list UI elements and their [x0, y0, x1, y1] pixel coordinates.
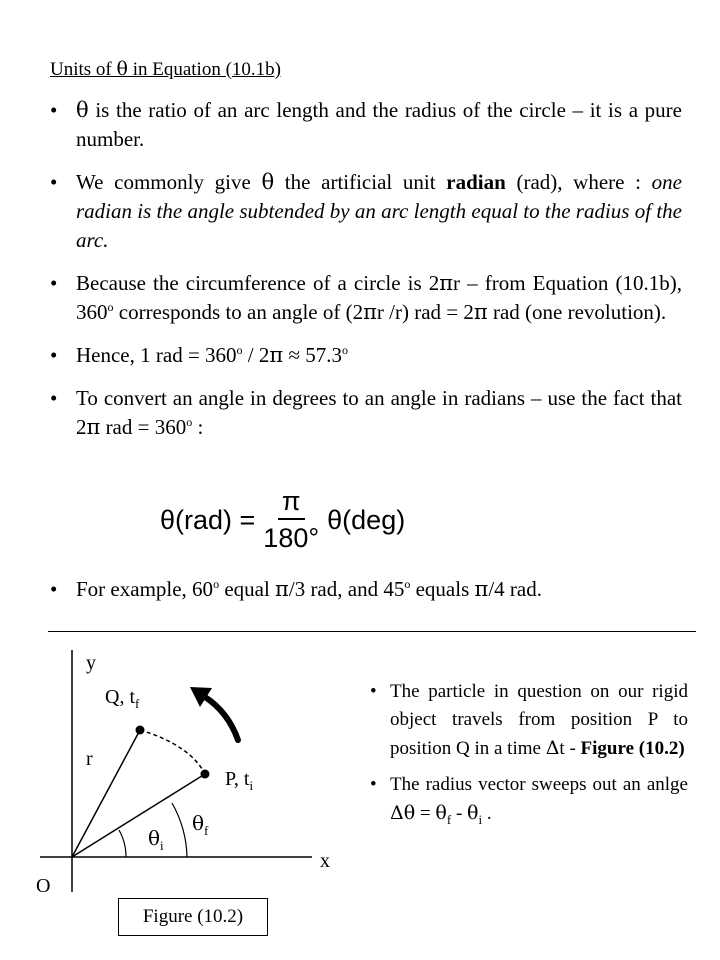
formula-denominator: 180°: [263, 523, 320, 553]
bullet-convert: • To convert an angle in degrees to an angle in radians – use the fact that 2π rad = $360^o$ :: [50, 384, 682, 442]
formula-numerator: π: [278, 486, 305, 520]
p-label: P, $t_i$: [225, 768, 254, 793]
y-axis-label: y: [86, 652, 96, 674]
point-p: [201, 770, 210, 779]
rotation-arrow-icon: [205, 697, 238, 740]
theta-f-arc: [172, 803, 187, 857]
theta-i-arc: [119, 830, 126, 857]
x-axis-label: x: [320, 850, 330, 872]
bullet-rad-degrees: • Hence, 1 rad = $360^o / 2\pi \approx 57.3^o$: [50, 341, 682, 370]
figure-caption: Figure (10.2): [118, 898, 268, 936]
radius-line-p: [72, 774, 205, 857]
origin-label: O: [36, 875, 51, 897]
q-label: Q, $t_f$: [105, 686, 140, 711]
bullet-radian-definition: • We commonly give θ the artificial unit radian (rad), where : one radian is the angle subtended by an arc length equal to the radius of the arc.: [50, 168, 682, 255]
side-bullet-travel: • The particle in question on our rigid object travels from position P to position Q in a time Δt - Figure (10.2): [370, 678, 688, 763]
theta-i-label: $\theta_i$: [148, 826, 164, 853]
section-title: Units of θ in Equation (10.1b): [50, 58, 281, 80]
side-notes: [370, 678, 688, 836]
side-bullet-sweep: • The radius vector sweeps out an anlge $\Delta\theta = \theta_f - \theta_i$ .: [370, 771, 688, 828]
bullet-example: • For example, 60$^o$ equal π/3 rad, and 45$^o$ equals π/4 rad.: [50, 575, 690, 604]
point-q: [136, 726, 145, 735]
arc-path: [140, 730, 205, 774]
bullet-circumference: • Because the circumference of a circle is 2πr – from Equation (10.1b), 360$^o$ corresponds to an angle of (2πr /r) rad = 2π rad (one revolution).: [50, 269, 682, 327]
radius-label: r: [86, 748, 93, 770]
radius-line-q: [72, 730, 140, 857]
formula-rhs: θ(deg): [327, 504, 406, 535]
theta-f-label: $\theta_f$: [192, 811, 209, 838]
bullet-theta-ratio: • θ is the ratio of an arc length and the radius of the circle – it is a pure number.: [50, 96, 682, 154]
formula-lhs: θ(rad) =: [160, 504, 256, 535]
